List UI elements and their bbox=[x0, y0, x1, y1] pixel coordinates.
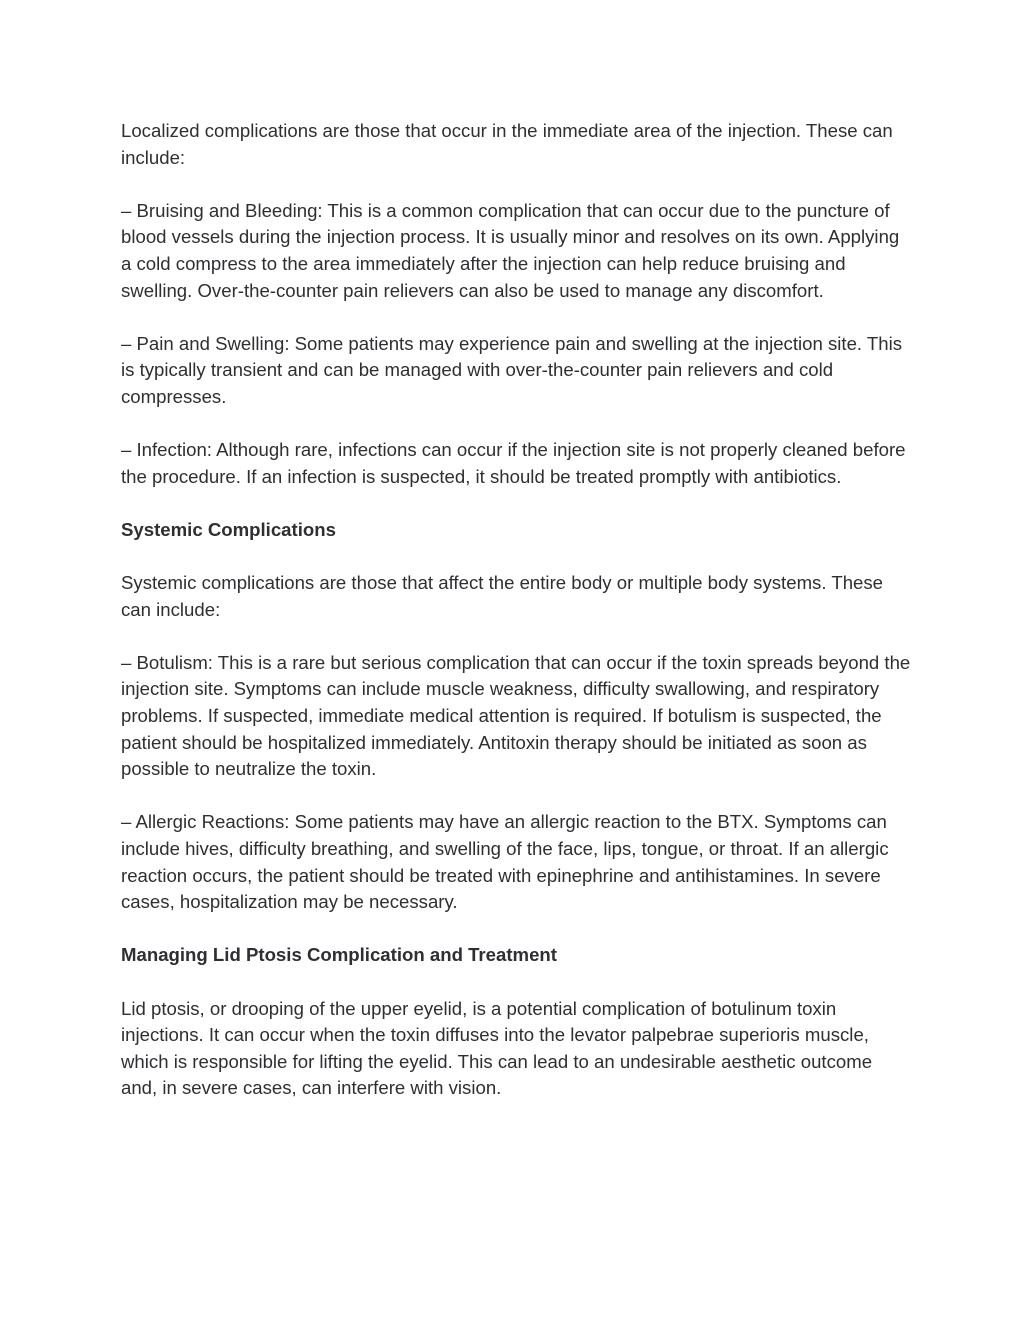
item-infection: – Infection: Although rare, infections can occur if the injection site is not properly cleaned before the procedure. If an infection is suspected, it should be treated promptly with antibiotics. bbox=[121, 439, 906, 487]
document-body bbox=[121, 118, 911, 1129]
item-allergic-reactions: – Allergic Reactions: Some patients may have an allergic reaction to the BTX. Symptoms can include hives, difficulty breathing, and swelling of the face, lips, tongue, or throat. If an allergic reaction occurs, the patient should be treated with epinephrine and antihistamines. In severe cases, hospitalization may be necessary. bbox=[121, 811, 889, 913]
intro-systemic-complications: Systemic complications are those that affect the entire body or multiple body systems. These can include: bbox=[121, 572, 884, 620]
intro-localized-complications: Localized complications are those that occur in the immediate area of the injection. These can include: bbox=[121, 120, 893, 168]
heading-lid-ptosis: Managing Lid Ptosis Complication and Treatment bbox=[121, 944, 557, 966]
heading-systemic-complications: Systemic Complications bbox=[121, 518, 336, 540]
paragraph-lid-ptosis: Lid ptosis, or drooping of the upper eyelid, is a potential complication of botulinum toxin injections. It can occur when the toxin diffuses into the levator palpebrae superioris muscle, which is responsible for lifting the eyelid. This can lead to an undesirable aesthetic outcome and, in severe cases, can interfere with vision. bbox=[121, 997, 873, 1099]
item-botulism: – Botulism: This is a rare but serious complication that can occur if the toxin spreads beyond the injection site. Symptoms can include muscle weakness, difficulty swallowing, and respiratory problems. If suspected, immediate medical attention is required. If botulism is suspected, the patient should be hospitalized immediately. Antitoxin therapy should be initiated as soon as possible to neutralize the toxin. bbox=[121, 651, 911, 780]
item-pain-and-swelling: – Pain and Swelling: Some patients may experience pain and swelling at the injection site. This is typically transient and can be managed with over-the-counter pain relievers and cold compresses. bbox=[121, 332, 903, 407]
item-bruising-and-bleeding: – Bruising and Bleeding: This is a common complication that can occur due to the puncture of blood vessels during the injection process. It is usually minor and resolves on its own. Applying a cold compress to the area immediately after the injection can help reduce bruising and swelling. Over-the-counter pain relievers can also be used to manage any discomfort. bbox=[121, 199, 900, 301]
